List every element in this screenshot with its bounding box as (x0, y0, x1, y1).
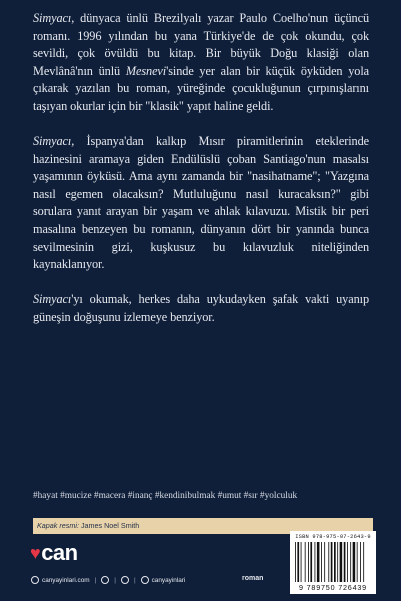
barcode-bar (324, 542, 325, 582)
paragraph-text: 'yı okumak, herkes daha uykudayken şafak vakti uyanıp güneşin doğuşunu izlemeye benziyor. (33, 292, 369, 324)
paragraph-2 (33, 133, 369, 274)
barcode-bar (363, 542, 364, 582)
globe-icon (31, 576, 39, 584)
paragraph-1 (33, 10, 369, 116)
cover-credit-name: James Noel Smith (80, 521, 140, 530)
social-handle-text: canyayinlari (151, 576, 186, 584)
barcode-panel (290, 531, 376, 594)
barcode-bar (310, 542, 312, 582)
barcode-bar (317, 542, 320, 582)
barcode-bar (297, 542, 299, 582)
barcode-bar (337, 542, 338, 582)
paragraph-3 (33, 291, 369, 326)
barcode-bar (301, 542, 302, 582)
mesnevi-italic: Mesnevi (125, 63, 167, 78)
barcode-bar (321, 542, 322, 582)
barcode-bar (340, 542, 343, 582)
divider: | (133, 576, 136, 584)
website-text: canyayinlari.com (42, 576, 90, 584)
barcode-bar (344, 542, 346, 582)
publisher-logo (30, 540, 78, 566)
publisher-logo-text: can (41, 540, 78, 565)
book-title-italic: Simyacı (33, 11, 72, 25)
barcode-bar (308, 542, 309, 582)
barcode-bar (331, 542, 333, 582)
blurb-text (33, 10, 369, 327)
book-title-italic: Simyacı (33, 134, 72, 149)
paragraph-text: , dünyaca ünlü Brezilyalı yazar Paulo Coelho'nun üçüncü romanı. 1996 yılından bu yana Türkiye'de de çok okundu, çok sevildi, çok övüldü bu kitap. Bir büyük Doğu klasiği olan Mevlânâ'nın ünlü (33, 11, 369, 78)
facebook-icon (101, 576, 109, 584)
twitter-icon (141, 576, 149, 584)
divider: | (94, 576, 97, 584)
genre-label: roman (242, 575, 264, 582)
book-title-italic: Simyacı (33, 292, 72, 307)
barcode-digits: 9 789750 726439 (299, 583, 367, 592)
divider: | (114, 576, 116, 584)
barcode-bar (353, 542, 356, 582)
barcode-bar (350, 542, 351, 582)
paragraph-text: , İspanya'dan kalkıp Mısır piramitlerinin eteklerinde hazinesini aramaya giden Endülüslü çoban Santiago'nun masalsı yaşamının öyküsü. Ama aynı zamanda bir "nasihatname"; "Yazgına nasıl egemen olacaksın? Mutluluğunu nasıl kuracaksın?" gibi sorulara yanıt arayan bir yaşam ve ahlak kılavuzu. Mistik bir peri masalına benzeyen bu romanın, dünyanın dört bir yanında bunca sevilmesinin gizi, kuşkusuz bu kılavuzluk niteliğinden kaynaklanıyor. (33, 134, 369, 272)
barcode-bar (347, 542, 348, 582)
heart-icon: ♥ (30, 542, 41, 563)
barcode-bar (328, 542, 329, 582)
paragraph-text: 'sinde yer alan bir küçük öyküden yola çıkarak yazılan bu roman, yüreğinde çocukluğunun çırpınışlarını taşıyan okurlar için bir "klasik" yapıt haline geldi. (33, 63, 370, 113)
barcode-bar (357, 542, 358, 582)
cover-credit-label: Kapak resmi: (37, 521, 79, 530)
barcode-bar (305, 542, 306, 582)
barcode-bar (360, 542, 361, 582)
barcode-bar (295, 542, 296, 582)
instagram-icon (121, 576, 129, 584)
barcode-icon (294, 542, 372, 582)
hashtags: #hayat #mucize #macera #inanç #kendinibulmak #umut #sır #yolculuk (33, 491, 298, 501)
social-links (31, 574, 185, 586)
barcode-bar (315, 542, 316, 582)
barcode-bar (334, 542, 336, 582)
isbn-text: ISBN 978-975-07-2643-9 (295, 534, 371, 540)
